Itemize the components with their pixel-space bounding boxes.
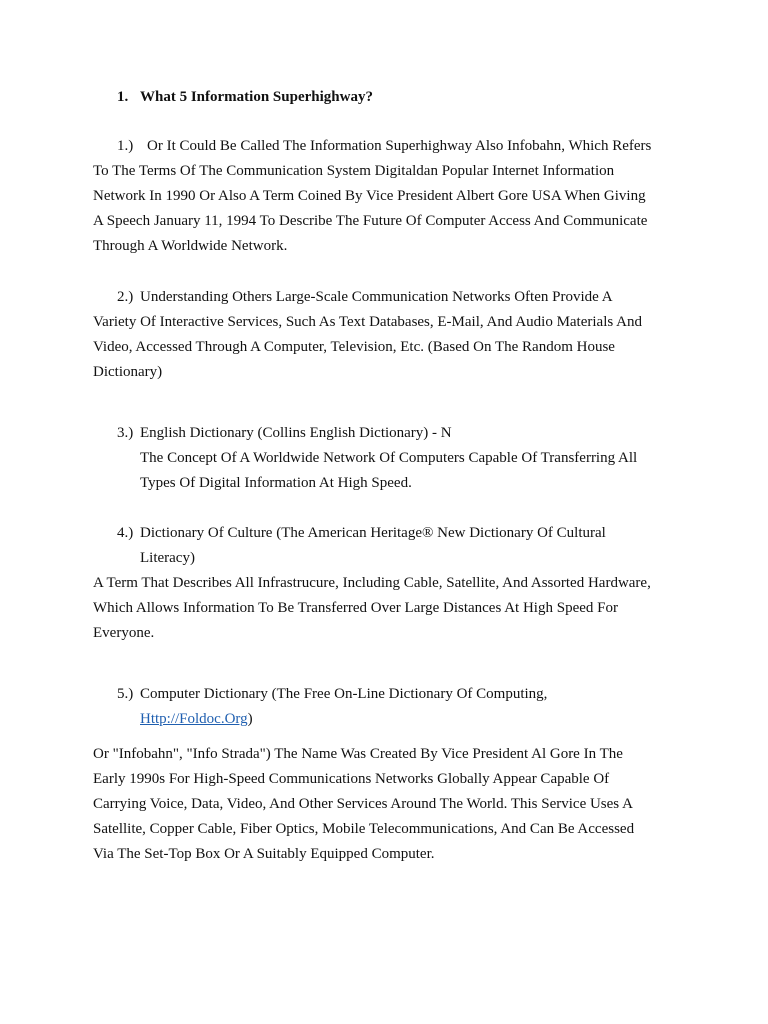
item-line: Satellite, Copper Cable, Fiber Optics, Mobile Telecommunications, And Can Be Accessed xyxy=(93,821,635,837)
item-line: Which Allows Information To Be Transferred Over Large Distances At High Speed For xyxy=(93,600,618,616)
link-line xyxy=(140,709,253,729)
item-number: 4.) xyxy=(117,525,134,541)
item-line: Dictionary Of Culture (The American Heritage® New Dictionary Of Cultural xyxy=(140,525,606,541)
item-number: 3.) xyxy=(117,425,134,441)
heading-number: 1. xyxy=(117,89,129,105)
item-line: Network In 1990 Or Also A Term Coined By Vice President Albert Gore USA When Giving xyxy=(93,188,646,204)
item-number: 1.) xyxy=(117,138,134,154)
item-line: Understanding Others Large-Scale Communication Networks Often Provide A xyxy=(140,289,613,305)
item-line: Types Of Digital Information At High Speed. xyxy=(140,475,412,491)
item-line: Everyone. xyxy=(93,625,155,641)
closing-paren: ) xyxy=(247,711,253,727)
item-line: English Dictionary (Collins English Dictionary) - N xyxy=(140,425,452,441)
item-line: Through A Worldwide Network. xyxy=(93,238,288,254)
item-line: Variety Of Interactive Services, Such As Text Databases, E-Mail, And Audio Materials And xyxy=(93,314,642,330)
item-line: Early 1990s For High-Speed Communications Networks Globally Appear Capable Of xyxy=(93,771,610,787)
item-line: Or "Infobahn", "Info Strada") The Name Was Created By Vice President Al Gore In The xyxy=(93,746,623,762)
item-number: 2.) xyxy=(117,289,134,305)
item-line: A Term That Describes All Infrastrucure, Including Cable, Satellite, And Assorted Hardware, xyxy=(93,575,651,591)
item-line: A Speech January 11, 1994 To Describe The Future Of Computer Access And Communicate xyxy=(93,213,648,229)
item-line: Or It Could Be Called The Information Superhighway Also Infobahn, Which Refers xyxy=(147,138,652,154)
item-line: To The Terms Of The Communication System Digitaldan Popular Internet Information xyxy=(93,163,615,179)
item-line: Carrying Voice, Data, Video, And Other Services Around The World. This Service Uses A xyxy=(93,796,633,812)
item-line: Computer Dictionary (The Free On-Line Dictionary Of Computing, xyxy=(140,686,548,702)
foldoc-link[interactable]: Http://Foldoc.Org xyxy=(140,711,248,727)
heading-title: What 5 Information Superhighway? xyxy=(140,89,373,105)
item-line: Via The Set-Top Box Or A Suitably Equipped Computer. xyxy=(93,846,435,862)
item-line: The Concept Of A Worldwide Network Of Computers Capable Of Transferring All xyxy=(140,450,638,466)
item-line: Dictionary) xyxy=(93,364,163,380)
item-line: Video, Accessed Through A Computer, Television, Etc. (Based On The Random House xyxy=(93,339,615,355)
item-line: Literacy) xyxy=(140,550,195,566)
item-number: 5.) xyxy=(117,686,134,702)
